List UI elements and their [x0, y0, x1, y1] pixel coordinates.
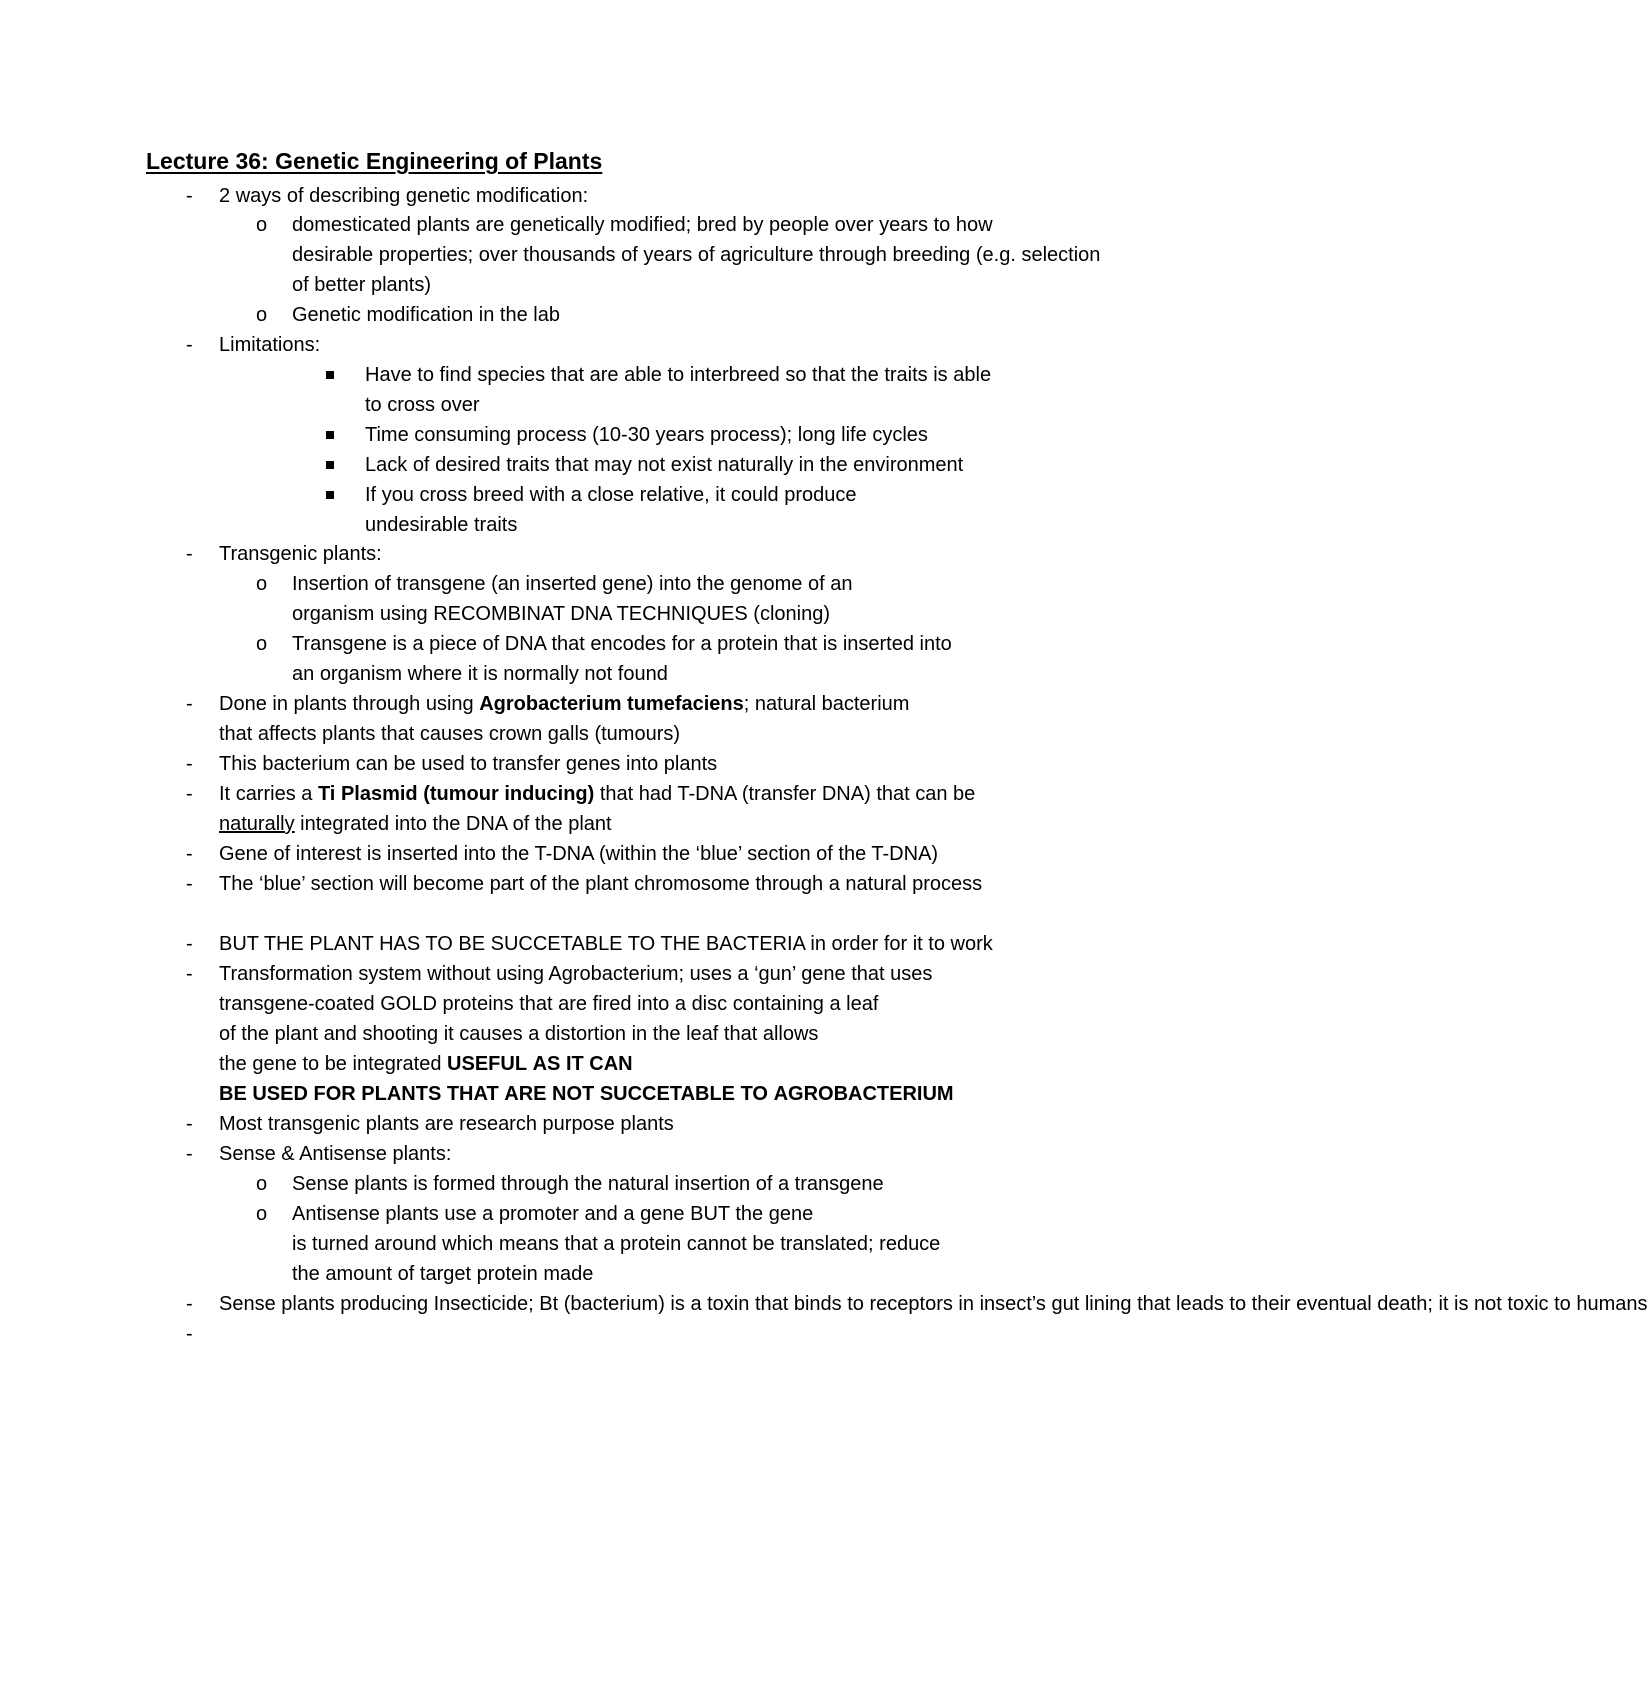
list-item-line: 2 ways of describing genetic modification: — [219, 185, 589, 207]
list-item-line: naturally integrated into the DNA of the plant — [219, 813, 612, 835]
list-item-line: Antisense plants use a promoter and a gene BUT the gene — [292, 1203, 814, 1225]
list-item-line: to cross over — [365, 394, 480, 416]
list-item-line: the gene to be integrated USEFUL AS IT CAN — [219, 1053, 633, 1075]
list-item-line: Most transgenic plants are research purpose plants — [219, 1113, 674, 1135]
dash-bullet: - — [186, 933, 193, 955]
square-bullet-icon — [326, 371, 334, 379]
dash-bullet: - — [186, 963, 193, 985]
list-item-line: Time consuming process (10-30 years process); long life cycles — [365, 424, 928, 446]
circle-bullet: o — [256, 304, 268, 326]
list-item-line: of the plant and shooting it causes a distortion in the leaf that allows — [219, 1023, 819, 1045]
circle-bullet: o — [256, 573, 268, 595]
square-bullet-icon — [326, 431, 334, 439]
dash-bullet: - — [186, 543, 193, 565]
list-item-line: Transgene is a piece of DNA that encodes for a protein that is inserted into — [292, 633, 952, 655]
circle-bullet: o — [256, 214, 268, 236]
list-item-line: desirable properties; over thousands of years of agriculture through breeding (e.g. selection — [292, 244, 1101, 266]
list-item-line: organism using RECOMBINAT DNA TECHNIQUES (cloning) — [292, 603, 830, 625]
list-item-line: Sense & Antisense plants: — [219, 1143, 452, 1165]
list-item-line: transgene-coated GOLD proteins that are fired into a disc containing a leaf — [219, 993, 879, 1015]
list-item-line: Transformation system without using Agrobacterium; uses a ‘gun’ gene that uses — [219, 963, 933, 985]
list-item-line: Limitations: — [219, 334, 321, 356]
list-item-line: Have to find species that are able to interbreed so that the traits is able — [365, 364, 992, 386]
dash-bullet: - — [186, 783, 193, 805]
list-item-line: It carries a Ti Plasmid (tumour inducing) that had T-DNA (transfer DNA) that can be — [219, 783, 976, 805]
list-item-line: an organism where it is normally not found — [292, 663, 668, 685]
list-item-line: Lack of desired traits that may not exist naturally in the environment — [365, 454, 964, 476]
list-item-line: domesticated plants are genetically modified; bred by people over years to how — [292, 214, 993, 236]
dash-bullet: - — [186, 185, 193, 207]
circle-bullet: o — [256, 1173, 268, 1195]
list-item-line: Done in plants through using Agrobacterium tumefaciens; natural bacterium — [219, 693, 910, 715]
page-title: Lecture 36: Genetic Engineering of Plants — [146, 148, 603, 174]
list-item-line: Sense plants producing Insecticide; Bt (bacterium) is a toxin that binds to receptors in insect’s gut lining that leads to their eventual death; it is not toxic to humans — [219, 1293, 1648, 1315]
list-item-line: Gene of interest is inserted into the T-DNA (within the ‘blue’ section of the T-DNA) — [219, 843, 939, 865]
dash-bullet: - — [186, 1113, 193, 1135]
list-item-line: Genetic modification in the lab — [292, 304, 560, 326]
list-item-line: BUT THE PLANT HAS TO BE SUCCETABLE TO THE BACTERIA in order for it to work — [219, 933, 993, 955]
list-item-line: If you cross breed with a close relative, it could produce — [365, 484, 857, 506]
circle-bullet: o — [256, 1203, 268, 1225]
dash-bullet: - — [186, 1323, 193, 1345]
list-item-line: Insertion of transgene (an inserted gene) into the genome of an — [292, 573, 853, 595]
list-item-line: Sense plants is formed through the natural insertion of a transgene — [292, 1173, 884, 1195]
list-item-line: that affects plants that causes crown galls (tumours) — [219, 723, 681, 745]
circle-bullet: o — [256, 633, 268, 655]
list-item-line: undesirable traits — [365, 514, 518, 536]
dash-bullet: - — [186, 334, 193, 356]
list-item-line: The ‘blue’ section will become part of the plant chromosome through a natural process — [219, 873, 983, 895]
list-item-line: of better plants) — [292, 274, 431, 296]
dash-bullet: - — [186, 1143, 193, 1165]
list-item-line: Transgenic plants: — [219, 543, 382, 565]
list-item-line: the amount of target protein made — [292, 1263, 594, 1285]
dash-bullet: - — [186, 843, 193, 865]
dash-bullet: - — [186, 693, 193, 715]
square-bullet-icon — [326, 461, 334, 469]
list-item-line: BE USED FOR PLANTS THAT ARE NOT SUCCETABLE TO AGROBACTERIUM — [219, 1083, 954, 1105]
dash-bullet: - — [186, 1293, 193, 1315]
square-bullet-icon — [326, 491, 334, 499]
list-item-line: is turned around which means that a protein cannot be translated; reduce — [292, 1233, 941, 1255]
list-item-line: This bacterium can be used to transfer genes into plants — [219, 753, 718, 775]
dash-bullet: - — [186, 753, 193, 775]
dash-bullet: - — [186, 873, 193, 895]
